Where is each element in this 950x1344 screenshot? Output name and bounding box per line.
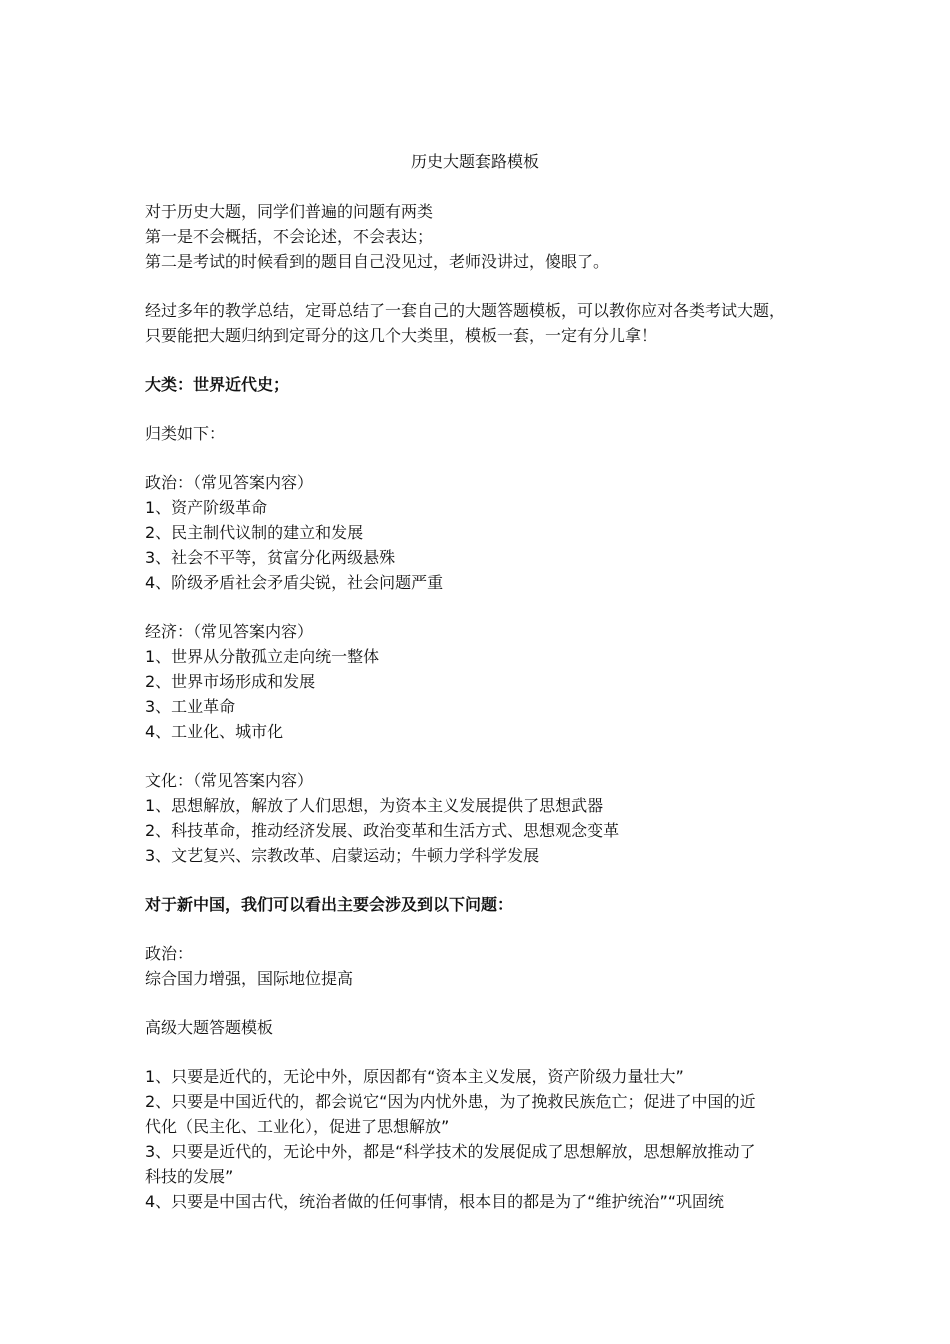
document-body — [145, 199, 815, 1214]
template-line: 科技的发展” — [145, 1167, 234, 1186]
economy-item: 2、世界市场形成和发展 — [145, 672, 316, 691]
economy-heading: 经济：（常见答案内容） — [145, 622, 314, 641]
advanced-heading: 高级大题答题模板 — [145, 1018, 274, 1037]
culture-item: 2、科技革命，推动经济发展、政治变革和生活方式、思想观念变革 — [145, 821, 620, 840]
template-line: 3、只要是近代的，无论中外，都是“科学技术的发展促成了思想解放，思想解放推动了 — [145, 1142, 756, 1161]
spacer — [145, 446, 815, 470]
intro-line: 第二是考试的时候看到的题目自己没见过，老师没讲过，傻眼了。 — [145, 252, 610, 271]
intro-line: 对于历史大题，同学们普遍的问题有两类 — [145, 202, 434, 221]
politics-item: 2、民主制代议制的建立和发展 — [145, 523, 364, 542]
spacer — [145, 744, 815, 768]
culture-item: 1、思想解放，解放了人们思想，为资本主义发展提供了思想武器 — [145, 796, 604, 815]
template-line: 1、只要是近代的，无论中外，原因都有“资本主义发展，资产阶级力量壮大” — [145, 1067, 684, 1086]
politics-heading: 政治：（常见答案内容） — [145, 473, 314, 492]
spacer — [145, 397, 815, 421]
new-china-politics-text: 综合国力增强，国际地位提高 — [145, 969, 354, 988]
economy-item: 4、工业化、城市化 — [145, 722, 284, 741]
template-line: 代化（民主化、工业化），促进了思想解放” — [145, 1117, 450, 1136]
classify-label: 归类如下： — [145, 424, 226, 443]
document-title: 历史大题套路模板 — [410, 152, 539, 171]
politics-item: 4、阶级矛盾社会矛盾尖锐，社会问题严重 — [145, 573, 444, 592]
summary-line: 经过多年的教学总结，定哥总结了一套自己的大题答题模板，可以教你应对各类考试大题， — [145, 301, 786, 320]
template-line: 2、只要是中国近代的，都会说它“因为内忧外患，为了挽救民族危亡；促进了中国的近 — [145, 1092, 756, 1111]
spacer — [145, 595, 815, 619]
spacer — [145, 868, 815, 892]
spacer — [145, 274, 815, 298]
intro-line: 第一是不会概括，不会论述，不会表达； — [145, 227, 434, 246]
economy-item: 1、世界从分散孤立走向统一整体 — [145, 647, 380, 666]
template-line: 4、只要是中国古代，统治者做的任何事情，根本目的都是为了“维护统治”“巩固统 — [145, 1192, 725, 1211]
spacer — [145, 1040, 815, 1064]
politics-item: 3、社会不平等，贫富分化两级悬殊 — [145, 548, 396, 567]
new-china-politics-label: 政治： — [145, 944, 194, 963]
spacer — [145, 991, 815, 1015]
summary-line: 只要能把大题归纳到定哥分的这几个大类里，模板一套，一定有分儿拿！ — [145, 326, 658, 345]
culture-item: 3、文艺复兴、宗教改革、启蒙运动；牛顿力学科学发展 — [145, 846, 540, 865]
spacer — [145, 917, 815, 941]
spacer — [145, 348, 815, 372]
category-heading: 大类：世界近代史； — [145, 375, 290, 394]
economy-item: 3、工业革命 — [145, 697, 236, 716]
politics-item: 1、资产阶级革命 — [145, 498, 268, 517]
culture-heading: 文化：（常见答案内容） — [145, 771, 314, 790]
new-china-heading: 对于新中国，我们可以看出主要会涉及到以下问题： — [145, 895, 514, 914]
